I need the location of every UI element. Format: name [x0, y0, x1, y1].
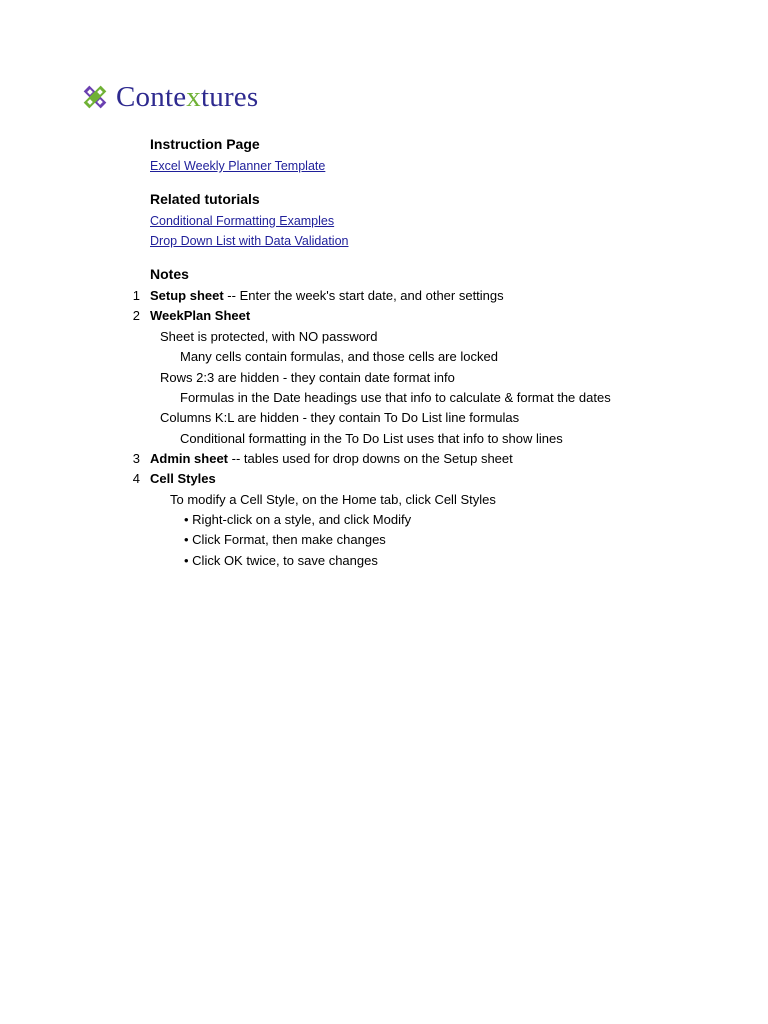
note-subitem: Formulas in the Date headings use that info to calculate & format the dates	[180, 390, 611, 405]
note-item: Setup sheet -- Enter the week's start date, and other settings	[150, 288, 504, 303]
note-subitem: Many cells contain formulas, and those cells are locked	[180, 349, 498, 364]
note-number: 3	[132, 451, 140, 466]
data-validation-link[interactable]: Drop Down List with Data Validation	[150, 234, 349, 248]
note-item: WeekPlan Sheet	[150, 308, 251, 323]
note-number: 4	[132, 471, 140, 486]
note-bullet: • Right-click on a style, and click Modify	[184, 512, 412, 527]
note-bullet: • Click Format, then make changes	[184, 532, 386, 547]
note-subitem: Conditional formatting in the To Do List uses that info to show lines	[180, 431, 563, 446]
note-subitem: To modify a Cell Style, on the Home tab, click Cell Styles	[170, 492, 496, 507]
related-tutorials-heading: Related tutorials	[150, 191, 260, 207]
instruction-heading: Instruction Page	[150, 136, 260, 152]
note-item: Admin sheet -- tables used for drop downs on the Setup sheet	[150, 451, 513, 466]
note-number: 1	[132, 288, 140, 303]
note-subitem: Columns K:L are hidden - they contain To Do List line formulas	[160, 410, 520, 425]
note-item: Cell Styles	[150, 471, 216, 486]
weekly-planner-link[interactable]: Excel Weekly Planner Template	[150, 159, 326, 173]
note-number: 2	[132, 308, 140, 323]
note-subitem: Sheet is protected, with NO password	[160, 329, 378, 344]
contextures-logo-icon	[80, 81, 110, 113]
note-bullet: • Click OK twice, to save changes	[184, 553, 378, 568]
notes-heading: Notes	[150, 266, 189, 282]
logo-wordmark: Contextures	[116, 81, 259, 113]
conditional-formatting-link[interactable]: Conditional Formatting Examples	[150, 214, 335, 228]
contextures-logo	[80, 80, 258, 114]
note-subitem: Rows 2:3 are hidden - they contain date format info	[160, 370, 455, 385]
